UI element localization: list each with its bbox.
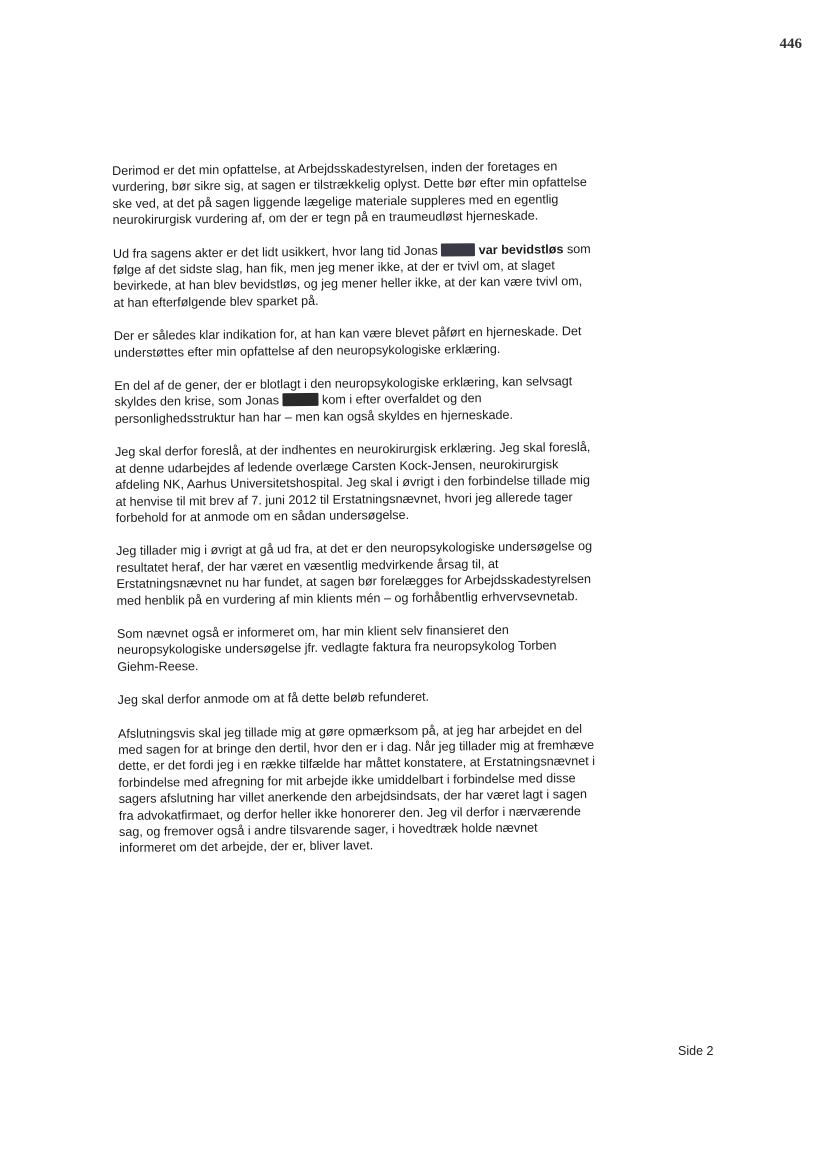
- redacted-surname: [441, 243, 475, 256]
- paragraph-8: Jeg skal derfor anmode om at få dette beløb refunderet.: [117, 689, 430, 708]
- paragraph-6: Jeg tillader mig i øvrigt at gå ud fra, at det er den neuropsykologiske undersøgelse og resultatet heraf, der har været en væsentlig medvirkende årsag til, at Erstatningsnævnet nu har fundet, at sagen bør forelægges for Arbejdsskadestyrelsen med henblik på en vurdering af min klients mén – og forhåbentlig erhvervsevnetab.: [115, 539, 593, 608]
- paragraph-4-end: kom i efter overfaldet og den personlighedsstruktur han har – men kan også skyldes en hjerneskade.: [114, 391, 514, 426]
- paragraph-9: Afslutningsvis skal jeg tillade mig at gøre opmærksom på, at jeg har arbejdet en del med sagen for at bringe den dertil, hvor den er i dag. Når jeg tillader mig at fremhæve dette, er det fordi jeg i en række tilfælde har måttet konstatere, at Erstatningsnævnet i forbindelse med afregning for mit arbejde ikke umiddelbart i forbindelse med disse sagers afslutning har villet anerkende den arbejdsindsats, der har været lagt i sagen fra advokatfirmaet, og derfor heller ikke honorerer den. Jeg vil derfor i nærværende sag, og fremover også i andre tilsvarende sager, i hovedtræk holde nævnet informeret om det arbejde, der er, bliver lavet.: [117, 721, 596, 856]
- paragraph-4-start: En del af de gener, der er blotlagt i den neuropsykologiske erklæring, kan selvsagt skyldes den krise, som Jonas: [114, 374, 573, 410]
- paragraph-5: Jeg skal derfor foreslå, at der indhentes en neurokirurgisk erklæring. Jeg skal foreslå, at denne udarbejdes af ledende overlæge Carsten Kock-Jensen, neurokirurgisk afdeling NK, Aarhus Universitetshospital. Jeg skal i øvrigt i den forbindelse tillade mig at henvise til mit brev af 7. juni 2012 til Erstatningsnævnet, hvori jeg allerede tager forbehold for at anmode om en sådan undersøgelse.: [114, 440, 591, 525]
- paragraph-2-end: som følge af det sidste slag, han fik, men jeg mener ikke, at der er tvivl om, at slaget bevirkede, at han blev bevidstløs, og jeg mener heller ikke, at der kan være tvivl om, at han efterfølgende blev sparket på.: [113, 241, 591, 310]
- paragraph-2-start: Ud fra sagens akter er det lidt usikkert, hvor lang tid Jonas: [112, 243, 442, 261]
- paragraph-3: Der er således klar indikation for, at han kan være blevet påført en hjerneskade. Det understøttes efter min opfattelse af den neuropsykologiske erklæring.: [113, 324, 582, 360]
- paragraph-7: Som nævnet også er informeret om, har min klient selv finansieret den neuropsykologiske undersøgelse jfr. vedlagte faktura fra neuropsykolog Torben Giehm-Reese.: [116, 622, 557, 674]
- paragraph-2: [113, 241, 592, 312]
- paragraph-1: Derimod er det min opfattelse, at Arbejdsskadestyrelsen, inden der foretages en vurdering, bør sikre sig, at sagen er tilstrækkelig oplyst. Dette bør efter min opfattelse ske ved, at det på sagen liggende lægelige materiale suppleres med en egentlig neurokirurgisk vurdering af, om der er tegn på en traumeudløst hjerneskade.: [112, 159, 587, 228]
- paragraph-4: [114, 373, 592, 427]
- paragraph-2-bold: var bevidstløs: [475, 241, 564, 257]
- letter-body: [112, 158, 597, 874]
- redacted-surname: [282, 393, 318, 406]
- page-number: 446: [779, 36, 802, 52]
- footer-page-label: Side 2: [678, 1044, 714, 1058]
